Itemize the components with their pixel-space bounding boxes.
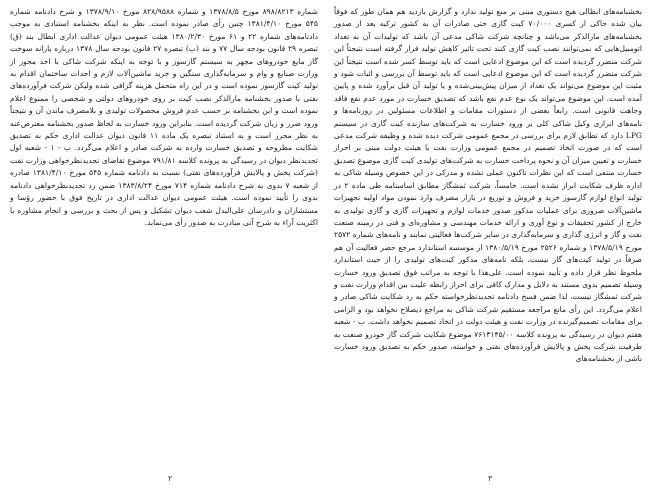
page-number-right: ۳ (488, 474, 493, 483)
page-right-text (334, 6, 642, 366)
paragraph: شماره ۸۹۸/۸۲۱۳ مورخ ۱۳۷۸/۸/۵ و شماره ۸۲۸/۹۵۸۸ مورخ ۱۳۷۸/۹/۱۰ و شرح دادنامه شماره ۵۴۵ مورخ ۱۳۸۱/۴/۱۰ چنین رأی صادر نموده است. نظر به اینکه بخشنامه استنادی به موجب دادنامه‌های شماره ۲۲ و ۶۱ مورخ ۱۳۸۰/۲/۳۰ هیئت عمومی دیوان عدالت اداری ابطال بند (ق) تبصره ۲۹ قانون بودجه سال ۷۷ و بند (ب) تبصره ۲۷ قانون بودجه سال ۱۳۷۸ درباره پارانه سوخت گاز مایع خودروهای مجهز به سیستم گازسوز و با توجه به اینکه شرکت شاکی با اخذ مجوز از وزارت صنایع و وام و سرمایه‌گذاری سنگین و خرید ماشین‌آلات لازم و احداث ساختمان اقدام به تولید کیت گازسوز نموده است و در این راه متحمل هزینه گزافی شده ولیکن شرکت فرآورده‌های نفتی با صدور بخشنامه مارالذکر نصب کیت بر روی خودروهای دولتی و شخصی را ممنوع اعلام نموده است و این بخشنامه بر حسب عدم فروش محصولات تولیدی و بلامصرف ماندن آن و نتیجتاً ورود ضرر و زیان شرکت گردیده است. بنابراین ورود خسارت به لحاظ صدور بخشنامه معترض‌عنه به نظر محرز است و به استناد تبصره یک ماده ۱۱ قانون دیوان عدالت اداری حکم به تصدیق شکایت مطروحه و تصدیق خسارت وارده به شرکت صادر و اعلام می‌گردد. ب - ۱ - شعبه اول تجدیدنظر دیوان در رسیدگی به پرونده کلاسه ۷۹۱/۸۱ موضوع تقاضای تجدیدنظرخواهی وزارت نفت (شرکت پخش و پالایش فرآورده‌های نفتی) نسبت به دادنامه شماره ۵۴۵ مورخ ۱۳۸۱/۴/۱۰ صادره از شعبه ۷ بدوی به شرح دادنامه شماره ۷۱۴ مورخ ۱۳۸۳/۸/۲۴ ضمن رد تجدیدنظرخواهی دادنامه بدوی را تأیید نموده است. هیئت عمومی دیوان عدالت اداری در تاریخ فوق با حضور رؤسا و مستشاران و دادرسان علی‌البدل شعب دیوان تشکیل و پس از بحث و بررسی و انجام مشاوره با اکثریت آراء به شرح آتی مبادرت به صدور رأی می‌نماید. (10, 7, 319, 227)
paragraph: بخشنامه‌های ابطالی هیچ دستوری مبنی بر منع تولید ندارد و گزارش بازدید هم همان طور که فوقاً بیان شده حاکی از کسری ۷۰/۰۰۰ کیت گازی حتی صادرات آن به کشور ترکیه بعد از صدور بخشنامه‌های مارالذکر می‌باشد و چنانچه شرکت شاکی مدعی آن باشد که تولیدات آن به تعداد اتومبیل‌هایی که نمی‌توانند نصب کیت گازی کنند تحت تاثیر کاهش تولید قرار گرفته است نتیجتاً این شرکت متضرر گردیده است که این موضوع ادعایی است که باید توسط کسر شده است نتیجتاً این شرکت متضرر گردیده است که این موضوع ادعایی است که باید توسط آن بررسی و اثبات شود و مثبت این موضوع می‌تواند یک تعداد از میزان پیش‌بینی‌شده و یا تولید آن قبل برآورد شده و پایین آمده است. این موضوع می‌تواند یک نوع عدم نفع باشد که تصدیق خسارت در مورد عدم نفع فاقد وجاهت قانونی است. رابعاً بعضی از دستورات مقامات و اطلاعات مسئولین در روزنامه‌ها و نامه‌های ابرازی وکیل شاکی کلی بر ورود خسارت به شرکت‌های سازنده کیت گازی در سیستم LPG دارد که تطابق لازم برای بررسی در مجمع عمومی شرکت دیده شده و وظیفه شرکت مدعی است که در صورت اتخاذ تصمیم در مجمع عمومی وزارت نفت یا هیئت دولت مبنی بر احراز خسارت و تعیین میزان آن و نحوه پرداخت خسارت به شرکت‌های تولیدی کیت گازی موضوع تصدیق خسارت منتفی است که این نظرات تاکنون عملی نشده و مدرکی در این خصوص وسیله شاکی به اداره ظرف شکایت ابراز نشده است. خامساً، شرکت ثمشگاز مطابق اساسنامه طی ماده ۲ در تولید انواع لوازم گازسوز خرید و فروش و توزیع در بازار مصرف وارد نمودن مواد اولیه تجهیزات ماشین‌آلات ضروری برای عملیات مذکور صدور خدمات لوازم و تجهیزات گازی و گازی تولیدی به خارج از کشور تحقیقات و نوع آوری و ارائه خدمات مهندسی و مشاوره‌ای و فنی در زمینه صنعت نفت و گاز و انرژی گذاری و سرمایه‌گذاری در سایر شرکت‌ها فعالیتی نمایند و نامه‌های شماره ۲۵۷۲ مورخ ۱۳۷۸/۵/۱۹ و شماره ۲۵۲۶ مورخ ۱۳۸۰/۵/۱۹ از موسسه استاندارد مرجع حضر فعالیت آن هم صرفاً در تولید کیت‌های گاز نیست، بلکه نامه‌های مذکور کیت‌های تولیدی را از حیث استاندارد ملحوظ نظر قرار داده و تأیید نموده است. علی‌هذا با توجه به مراتب فوق تصدیق ورود خسارت وسیله تصمیم بدوی مستند به دلایل و مدارک کافی برای احراز رابطه علیت بین اقدام وزارت نفت و شرکت ثمشگاز نیست، لذا ضمن فسخ دادنامه تجدیدنظرخواسته حکم به رد شکایت شاکی صادر و اعلام می‌گردد. این رأی مانع مراجعه مستقیم شرکت شاکی به مراجع ذیصلاح نخواهد بود و الزامی برای مقامات تصمیم‌گیرنده در وزارت نفت و هیئت دولت در اتخاذ تصمیم نخواهد داشت. ب - شعبه هفتم دیوان در رسیدگی به پرونده کلاسه ۷۶۱۳۱۴۵/۰۰ موضوع شکایت شرکت گاز خودرو صنعت به طرفیت شرکت پخش و پالایش فرآورده‌های نفتی و خواسته، صدور حکم به تصدیق ورود خسارت ناشی از بخشنامه‌های (334, 7, 643, 364)
page-number-left: ۲ (168, 474, 173, 483)
page-left-text (10, 6, 318, 229)
